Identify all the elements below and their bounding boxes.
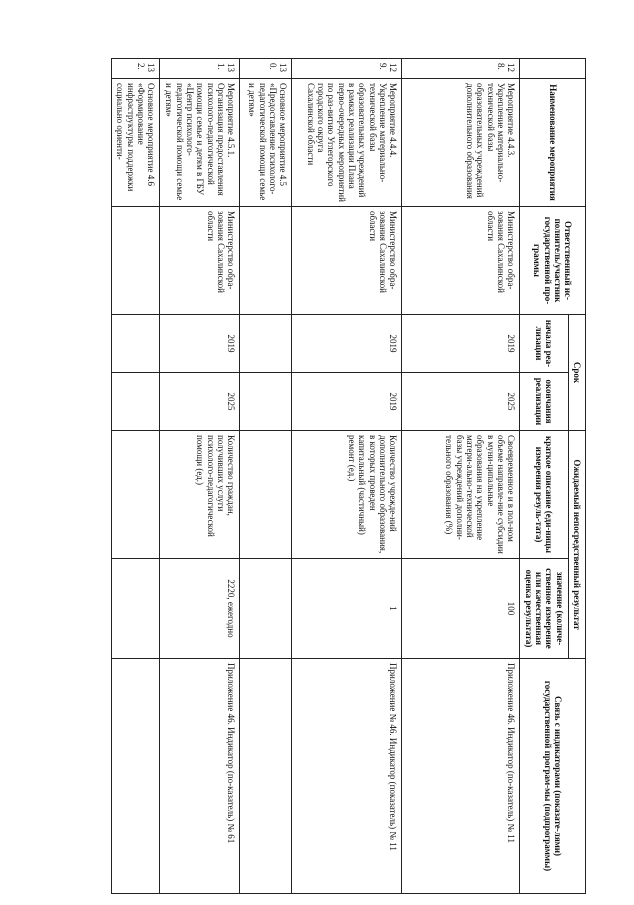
header-term-start: начала реа-лизации bbox=[520, 315, 568, 373]
row-responsible bbox=[240, 207, 292, 315]
row-link bbox=[240, 659, 292, 894]
row-end bbox=[111, 373, 159, 431]
table-row bbox=[111, 59, 159, 894]
header-name: Наименование мероприятия bbox=[520, 79, 586, 207]
header-term-end: окончания реализации bbox=[520, 373, 568, 431]
row-value: 100 bbox=[402, 559, 520, 659]
row-responsible: Министерство обра-зования Сахалинской области bbox=[292, 207, 402, 315]
row-desc bbox=[240, 431, 292, 559]
header-result: Ожидаемый непосредственный результат bbox=[568, 431, 585, 659]
header-term: Срок bbox=[568, 315, 585, 431]
row-responsible bbox=[111, 207, 159, 315]
row-name: Мероприятие 4.4.3. Укрепление материально-технической базы образовательных учреждений дополнительного образования bbox=[402, 79, 520, 207]
row-link: Приложение 46. Индикатор (по-казатель) № 11 bbox=[402, 659, 520, 894]
header-result-desc: краткое описание (еди-ницы измерения резуль-тата) bbox=[520, 431, 568, 559]
row-responsible: Министерство обра-зования Сахалинской области bbox=[160, 207, 240, 315]
header-num bbox=[520, 59, 586, 79]
row-number: 129. bbox=[292, 59, 402, 79]
row-value: 2220, ежегодно bbox=[160, 559, 240, 659]
row-link bbox=[111, 659, 159, 894]
row-desc bbox=[111, 431, 159, 559]
row-end: 2025 bbox=[402, 373, 520, 431]
row-desc: Количество граждан, получивших услуги психолого-педагогической помощи (ед.) bbox=[160, 431, 240, 559]
row-desc: Количество учрежде-ний дополнительного образования, в которых проведен капитальный (частичный) ремонт (ед.) bbox=[292, 431, 402, 559]
row-name: Мероприятие 4.4.4. Укрепление материально-технической базы образовательных учреждений в рамках реализации Плана перво-очередных мероприятий по раз-витию Углегорского городского округа Сахалинской области bbox=[292, 79, 402, 207]
row-end bbox=[240, 373, 292, 431]
row-link: Приложение 46. Индикатор (по-казатель) № 61 bbox=[160, 659, 240, 894]
row-value bbox=[111, 559, 159, 659]
rotated-table-container bbox=[99, 58, 586, 893]
header-link: Связь с индикаторами (показате-лями) государственной програм-мы (подпрограммы) bbox=[520, 659, 586, 894]
row-start bbox=[240, 315, 292, 373]
header-result-value: значение (количе-ственное измерение или качественная оценка результата) bbox=[520, 559, 568, 659]
header-responsible: Ответственный ис-полнитель/участник государственной про-граммы bbox=[520, 207, 586, 315]
table-row bbox=[160, 59, 240, 894]
row-number: 128. bbox=[402, 59, 520, 79]
row-value: 1 bbox=[292, 559, 402, 659]
row-link: Приложение № 46. Индикатор (показатель) № 11 bbox=[292, 659, 402, 894]
row-start: 2019 bbox=[292, 315, 402, 373]
row-number: 132. bbox=[111, 59, 159, 79]
row-value bbox=[240, 559, 292, 659]
row-responsible: Министерство обра-зования Сахалинской области bbox=[402, 207, 520, 315]
row-end: 2019 bbox=[292, 373, 402, 431]
row-end: 2025 bbox=[160, 373, 240, 431]
row-number: 130. bbox=[240, 59, 292, 79]
row-start: 2019 bbox=[402, 315, 520, 373]
header-row-1 bbox=[568, 59, 585, 894]
table-row bbox=[240, 59, 292, 894]
program-table bbox=[111, 58, 586, 894]
row-start bbox=[111, 315, 159, 373]
table-row bbox=[292, 59, 402, 894]
row-desc: Своевременное и в пол-ном объеме направле-ние субсидии в муни-ципальные образования на укрепление матери-ально-технической базы учреждений дополни-тельного образования (%) bbox=[402, 431, 520, 559]
row-name: Основное мероприятие 4.5 «Предоставление психолого-педагогической помощи семье и детям» bbox=[240, 79, 292, 207]
row-start: 2019 bbox=[160, 315, 240, 373]
table-row bbox=[402, 59, 520, 894]
row-name: Мероприятие 4.5.1. Организация предоставления психолого-педагогической помощи семье и детям в ГБУ «Центр психолого-педагогической помощи семье и детям» bbox=[160, 79, 240, 207]
row-name: Основное мероприятие 4.6 «Формирование инфраструктуры поддержки социально ориенти- bbox=[111, 79, 159, 207]
row-number: 131. bbox=[160, 59, 240, 79]
